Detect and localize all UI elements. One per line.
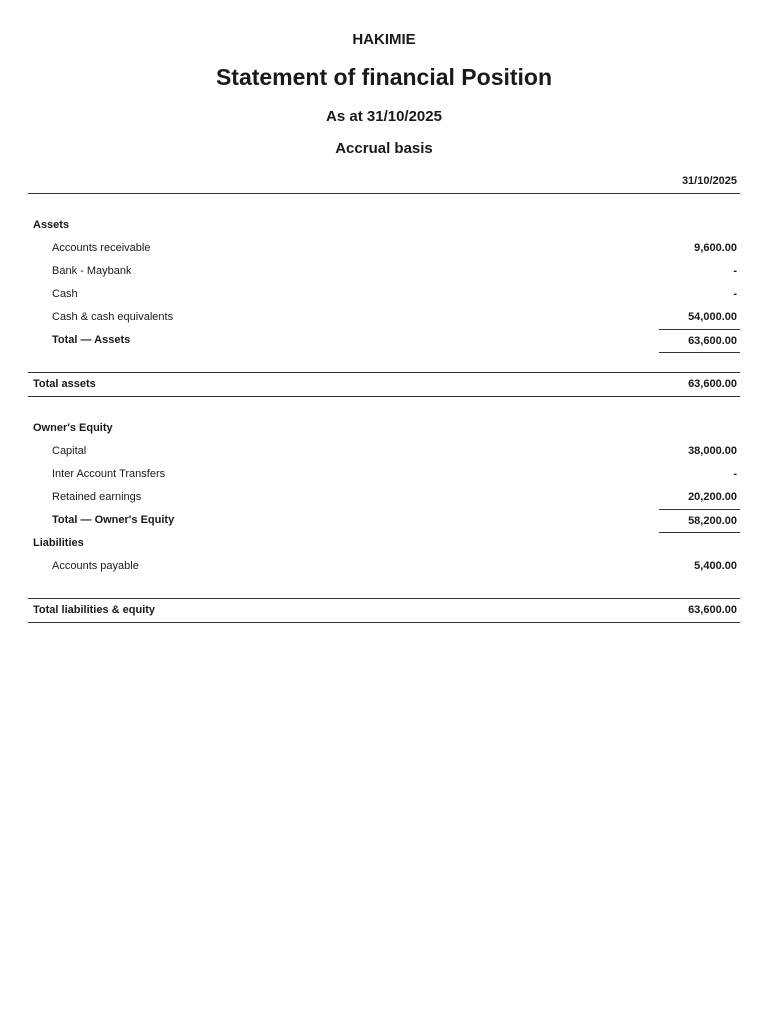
section-label: Assets (33, 219, 70, 231)
row-amount: - (733, 288, 737, 300)
section-label: Liabilities (33, 537, 84, 549)
row-amount: 5,400.00 (694, 560, 737, 572)
subtotal-amount-box (659, 329, 740, 353)
table-row (28, 555, 740, 578)
row-amount: 38,000.00 (688, 445, 737, 457)
row-label: Inter Account Transfers (52, 468, 166, 480)
section-owners-equity (28, 417, 740, 440)
section-assets (28, 214, 740, 237)
table-row (28, 486, 740, 509)
row-label: Cash (52, 288, 78, 300)
row-label: Cash & cash equivalents (52, 311, 174, 323)
company-name: HAKIMIE (352, 31, 416, 48)
table-row (28, 306, 740, 329)
row-amount: - (733, 468, 737, 480)
row-amount: 9,600.00 (694, 242, 737, 254)
row-amount: - (733, 265, 737, 277)
subtotal-label: Total — Assets (52, 334, 131, 346)
total-amount: 63,600.00 (688, 378, 737, 390)
subtotal-label: Total — Owner's Equity (52, 514, 175, 526)
table-row (28, 237, 740, 260)
column-header-date: 31/10/2025 (681, 175, 737, 187)
table-row (28, 260, 740, 283)
balance-sheet-table (28, 172, 740, 623)
subtotal-assets (28, 329, 740, 352)
total-label: Total liabilities & equity (33, 604, 156, 616)
row-label: Accounts receivable (52, 242, 151, 254)
report-basis: Accrual basis (335, 140, 433, 157)
subtotal-amount-box (659, 509, 740, 533)
table-row (28, 440, 740, 463)
total-liabilities-equity-row (28, 598, 740, 623)
total-label: Total assets (33, 378, 96, 390)
row-label: Bank - Maybank (52, 265, 132, 277)
total-assets-row (28, 372, 740, 397)
subtotal-amount: 58,200.00 (688, 515, 737, 527)
subtotal-amount: 63,600.00 (688, 335, 737, 347)
total-amount: 63,600.00 (688, 604, 737, 616)
row-amount: 20,200.00 (688, 491, 737, 503)
row-label: Accounts payable (52, 560, 139, 572)
row-label: Capital (52, 445, 87, 457)
subtotal-owners-equity (28, 509, 740, 532)
report-title: Statement of financial Position (215, 64, 553, 90)
table-row (28, 283, 740, 306)
section-liabilities (28, 532, 740, 555)
section-label: Owner's Equity (33, 422, 113, 434)
table-row (28, 463, 740, 486)
column-header-row (28, 172, 740, 194)
report-date: As at 31/10/2025 (326, 108, 442, 125)
row-amount: 54,000.00 (688, 311, 737, 323)
row-label: Retained earnings (52, 491, 142, 503)
